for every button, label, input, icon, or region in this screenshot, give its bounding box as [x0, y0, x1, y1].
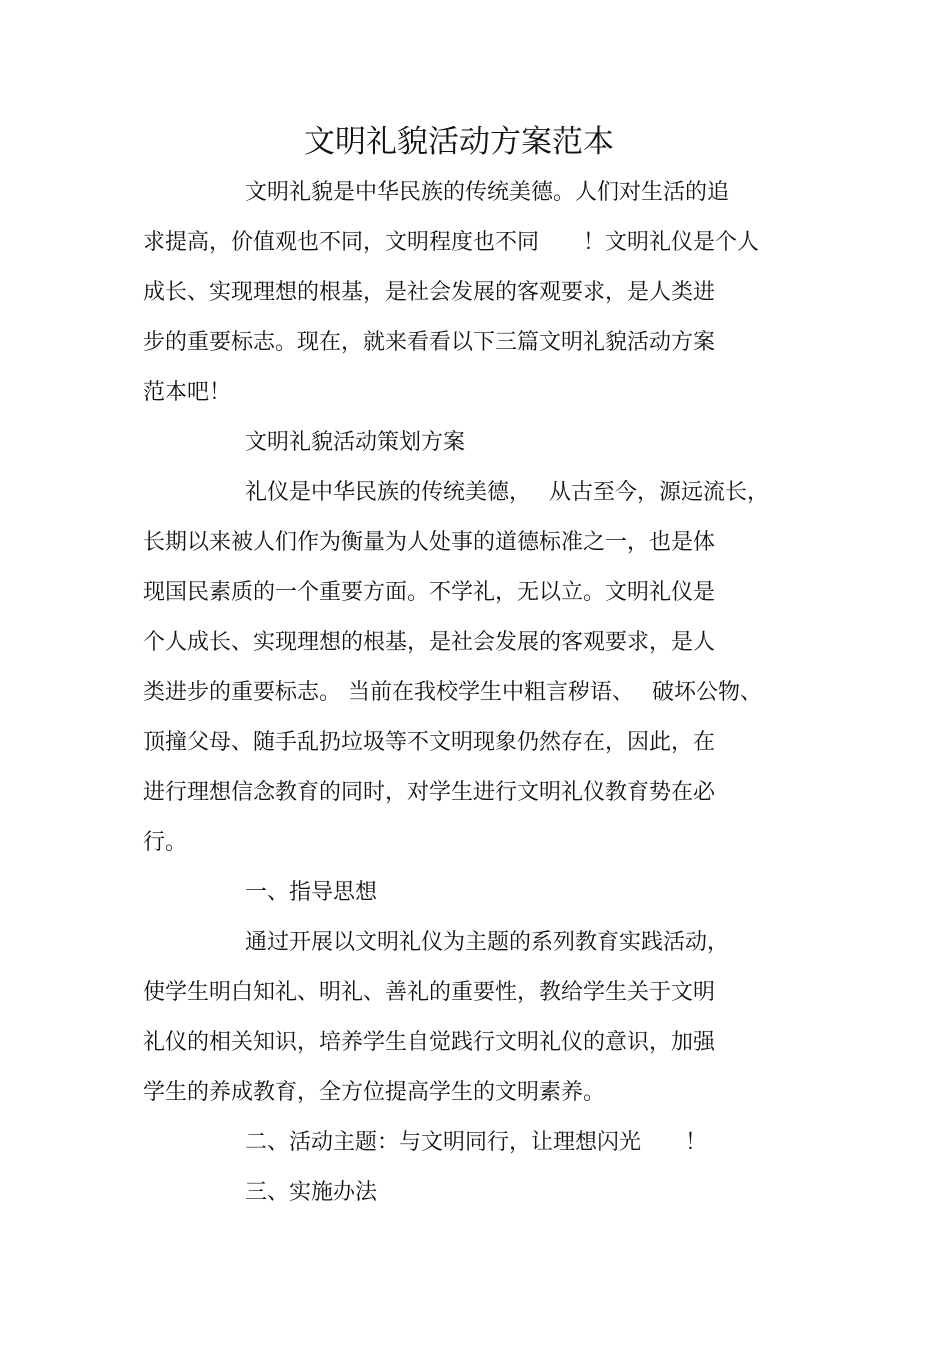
section-1-line-3: 礼仪的相关知识，培养学生自觉践行文明礼仪的意识，加强: [143, 1030, 716, 1055]
section-1-line-1: 通过开展以文明礼仪为主题的系列教育实践活动，: [245, 930, 730, 955]
intro-line-2: 求提高，价值观也不同，文明程度也不同 ！文明礼仪是个人: [143, 230, 760, 255]
section-1-heading: 一、指导思想: [245, 880, 378, 905]
document-title: 文明礼貌活动方案范本: [304, 124, 614, 160]
section-3-heading: 三、实施办法: [245, 1180, 378, 1205]
intro-line-1: 文明礼貌是中华民族的传统美德。人们对生活的追: [245, 180, 730, 205]
background-line-6: 顶撞父母、随手乱扔垃圾等不文明现象仍然存在，因此，在: [143, 730, 716, 755]
background-line-5: 类进步的重要标志。 当前在我校学生中粗言秽语、 破坏公物、: [143, 680, 762, 705]
background-line-8: 行。: [143, 830, 188, 855]
section-1-line-4: 学生的养成教育，全方位提高学生的文明素养。: [143, 1080, 606, 1105]
intro-line-5: 范本吧！: [143, 380, 232, 405]
background-line-2: 长期以来被人们作为衡量为人处事的道德标准之一，也是体: [143, 530, 716, 555]
background-line-1: 礼仪是中华民族的传统美德， 从古至今，源远流长，: [245, 480, 769, 505]
section-1-line-2: 使学生明白知礼、明礼、善礼的重要性，教给学生关于文明: [143, 980, 716, 1005]
intro-line-3: 成长、实现理想的根基，是社会发展的客观要求，是人类进: [143, 280, 716, 305]
intro-line-4: 步的重要标志。现在，就来看看以下三篇文明礼貌活动方案: [143, 330, 716, 355]
plan-subtitle: 文明礼貌活动策划方案: [245, 430, 466, 455]
background-line-7: 进行理想信念教育的同时，对学生进行文明礼仪教育势在必: [143, 780, 716, 805]
background-line-4: 个人成长、实现理想的根基，是社会发展的客观要求，是人: [143, 630, 716, 655]
section-2-heading: 二、活动主题：与文明同行，让理想闪光 ！: [245, 1130, 708, 1155]
background-line-3: 现国民素质的一个重要方面。不学礼，无以立。文明礼仪是: [143, 580, 716, 605]
